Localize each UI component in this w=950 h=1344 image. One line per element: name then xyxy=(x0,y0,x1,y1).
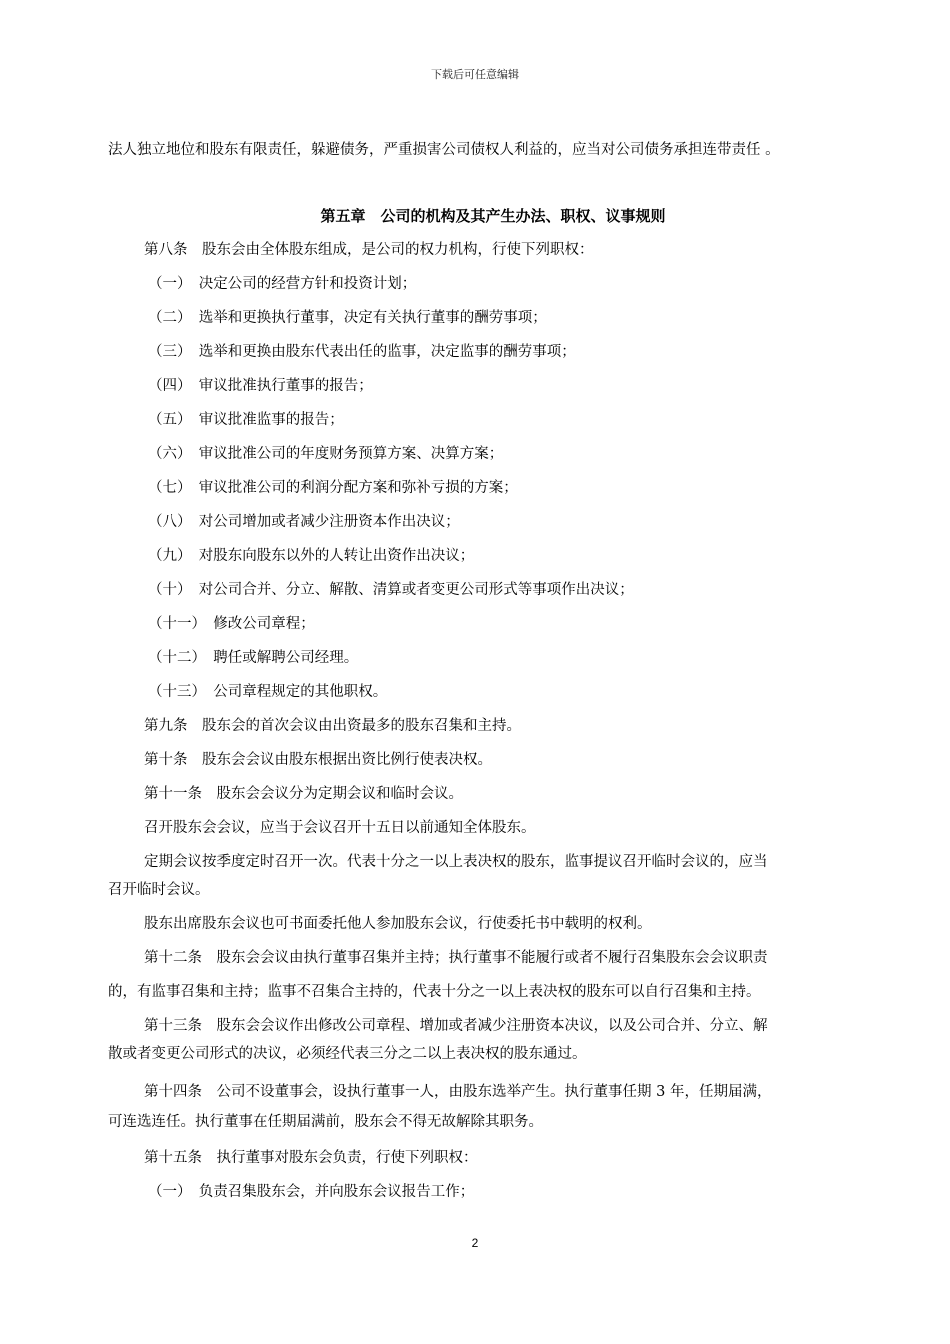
article-line: 第十三条 股东会会议作出修改公司章程、增加或者减少注册资本决议，以及公司合并、分立、解 xyxy=(144,1018,768,1034)
paragraph-line: 股东出席股东会议也可书面委托他人参加股东会议，行使委托书中载明的权利。 xyxy=(144,916,652,932)
paragraph-line: 可连选连任。执行董事在任期届满前，股东会不得无故解除其职务。 xyxy=(108,1114,543,1130)
list-item: （一） 负责召集股东会，并向股东会议报告工作； xyxy=(148,1184,475,1200)
article-line: 第十五条 执行董事对股东会负责，行使下列职权： xyxy=(144,1150,478,1166)
paragraph-line: 的，有监事召集和主持；监事不召集合主持的，代表十分之一以上表决权的股东可以自行召集和主持。 xyxy=(108,984,761,1000)
article-line: 第九条 股东会的首次会议由出资最多的股东召集和主持。 xyxy=(144,718,521,734)
list-item: （一） 决定公司的经营方针和投资计划； xyxy=(148,276,417,292)
list-item: （二） 选举和更换执行董事，决定有关执行董事的酬劳事项； xyxy=(148,310,547,326)
paragraph-line: 召开临时会议。 xyxy=(108,882,210,898)
list-item: （四） 审议批准执行董事的报告； xyxy=(148,378,373,394)
list-item: （五） 审议批准监事的报告； xyxy=(148,412,344,428)
article-line: 第十四条 公司不设董事会，设执行董事一人，由股东选举产生。执行董事任期 3 年，任期届满， xyxy=(144,1084,772,1100)
page-number: 2 xyxy=(471,1236,479,1250)
chapter-title: 第五章 公司的机构及其产生办法、职权、议事规则 xyxy=(320,207,666,225)
list-item: （十二） 聘任或解聘公司经理。 xyxy=(148,650,359,666)
list-item: （六） 审议批准公司的年度财务预算方案、决算方案； xyxy=(148,446,504,462)
paragraph-line: 法人独立地位和股东有限责任，躲避债务，严重损害公司债权人利益的，应当对公司债务承担连带责任 。 xyxy=(108,142,780,158)
list-item: （八） 对公司增加或者减少注册资本作出决议； xyxy=(148,514,460,530)
article-line: 第十条 股东会会议由股东根据出资比例行使表决权。 xyxy=(144,752,492,768)
list-item: （十一） 修改公司章程； xyxy=(148,616,315,632)
article-line: 第十一条 股东会会议分为定期会议和临时会议。 xyxy=(144,786,463,802)
paragraph-line: 召开股东会会议，应当于会议召开十五日以前通知全体股东。 xyxy=(144,820,536,836)
list-item: （九） 对股东向股东以外的人转让出资作出决议； xyxy=(148,548,475,564)
article-line: 第八条 股东会由全体股东组成，是公司的权力机构，行使下列职权： xyxy=(144,242,594,258)
paragraph-line: 散或者变更公司形式的决议，必须经代表三分之二以上表决权的股东通过。 xyxy=(108,1046,587,1062)
paragraph-line: 定期会议按季度定时召开一次。代表十分之一以上表决权的股东，监事提议召开临时会议的，应当 xyxy=(144,854,768,870)
list-item: （三） 选举和更换由股东代表出任的监事，决定监事的酬劳事项； xyxy=(148,344,576,360)
page-header: 下载后可任意编辑 xyxy=(431,68,519,81)
list-item: （七） 审议批准公司的利润分配方案和弥补亏损的方案； xyxy=(148,480,518,496)
article-line: 第十二条 股东会会议由执行董事召集并主持；执行董事不能履行或者不履行召集股东会会议职责 xyxy=(144,950,768,966)
list-item: （十三） 公司章程规定的其他职权。 xyxy=(148,684,388,700)
list-item: （十） 对公司合并、分立、解散、清算或者变更公司形式等事项作出决议； xyxy=(148,582,634,598)
